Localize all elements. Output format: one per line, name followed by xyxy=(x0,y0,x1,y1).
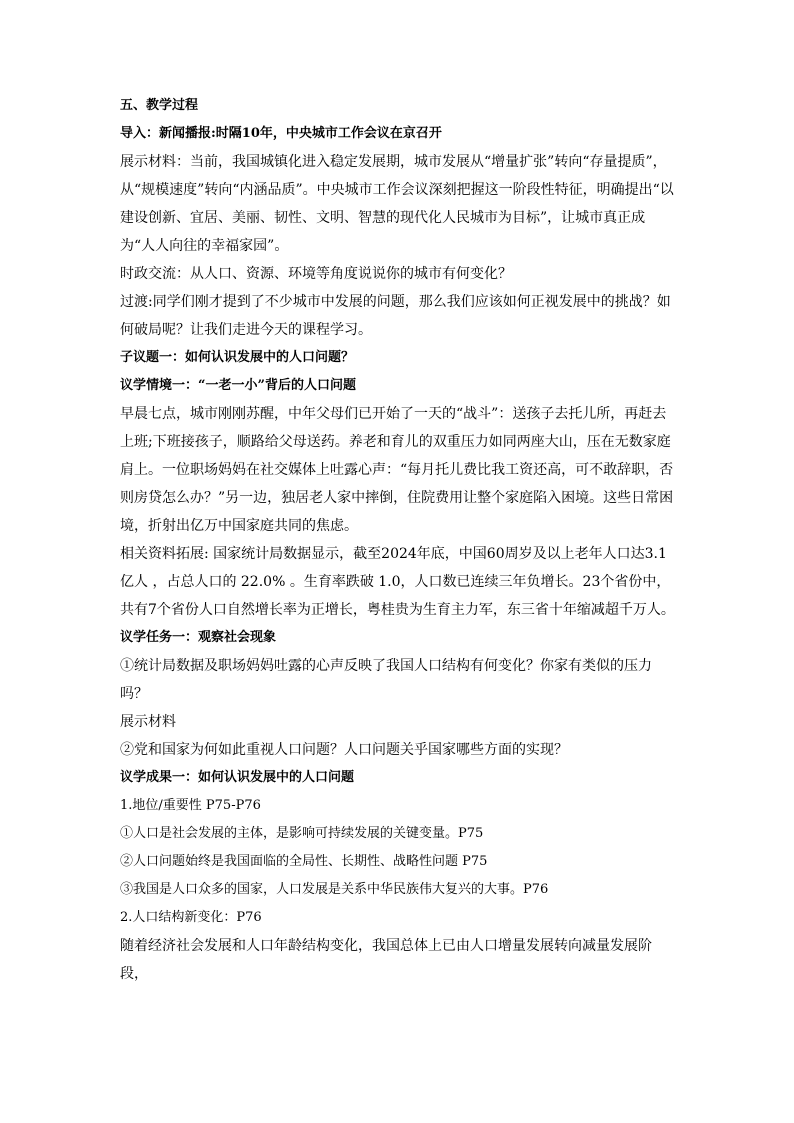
task-heading: 议学任务一：观察社会现象 xyxy=(120,630,277,645)
point-1-c: ③我国是人口众多的国家，人口发展是关系中华民族伟大复兴的大事。P76 xyxy=(120,882,549,897)
task-question-2: ②党和国家为何如此重视人口问题？人口问题关乎国家哪些方面的实现？ xyxy=(120,742,568,758)
point-2-title: 2.人口结构新变化：P76 xyxy=(120,910,262,925)
task-question-1: ①统计局数据及职场妈妈吐露的心声反映了我国人口结构有何变化？你家有类似的压力吗？ xyxy=(120,658,652,702)
result-heading: 议学成果一：如何认识发展中的人口问题 xyxy=(120,770,355,785)
intro-heading: 导入：新闻播报:时隔10年，中央城市工作会议在京召开 xyxy=(120,126,442,141)
current-affairs-question: 时政交流：从人口、资源、环境等角度说说你的城市有何变化？ xyxy=(120,266,512,282)
point-1-title: 1.地位/重要性 P75-P76 xyxy=(120,798,261,813)
point-1-b: ②人口问题始终是我国面临的全局性、长期性、战略性问题 P75 xyxy=(120,854,488,869)
scenario-heading: 议学情境一：“一老一小”背后的人口问题 xyxy=(120,378,356,393)
document-body xyxy=(120,92,676,988)
point-2-paragraph: 随着经济社会发展和人口年龄结构变化，我国总体上已由人口增量发展转向减量发展阶段， xyxy=(120,938,652,982)
section-title: 五、教学过程 xyxy=(120,98,199,113)
point-1-a: ①人口是社会发展的主体，是影响可持续发展的关键变量。P75 xyxy=(120,826,484,841)
sub-topic-heading: 子议题一：如何认识发展中的人口问题？ xyxy=(120,350,355,365)
material-paragraph: 展示材料：当前，我国城镇化进入稳定发展期，城市发展从“增量扩张”转向“存量提质”，从“规模速度”转向“内涵品质”。中央城市工作会议深刻把握这一阶段性特征，明确提出“以建设创新、宜居、美丽、韧性、文明、智慧的现代化人民城市为目标”，让城市真正成为“人人向往的幸福家园”。 xyxy=(120,154,674,254)
transition-paragraph: 过渡:同学们刚才提到了不少城市中发展的问题，那么我们应该如何正视发展中的挑战？如何破局呢？让我们走进今天的课程学习。 xyxy=(120,294,671,338)
task-show-material: 展示材料 xyxy=(120,714,176,730)
scenario-paragraph: 早晨七点，城市刚刚苏醒，中年父母们已开始了一天的“战斗”：送孩子去托儿所，再赶去上班;下班接孩子，顺路给父母送药。养老和育儿的双重压力如同两座大山，压在无数家庭肩上。一位职场妈妈在社交媒体上吐露心声：“每月托儿费比我工资还高，可不敢辞职，否则房贷怎么办？”另一边，独居老人家中摔倒，住院费用让整个家庭陷入困境。这些日常困境，折射出亿万中国家庭共同的焦虑。 xyxy=(120,406,674,534)
data-paragraph: 相关资料拓展: 国家统计局数据显示，截至2024年底，中国60周岁及以上老年人口达3.1亿人 ，占总人口的 22.0% 。生育率跌破 1.0，人口数已连续三年负增长。23个省份中，共有7个省份人口自然增长率为正增长，粤桂贵为生育主力军，东三省十年缩减超千万人。 xyxy=(120,546,675,618)
